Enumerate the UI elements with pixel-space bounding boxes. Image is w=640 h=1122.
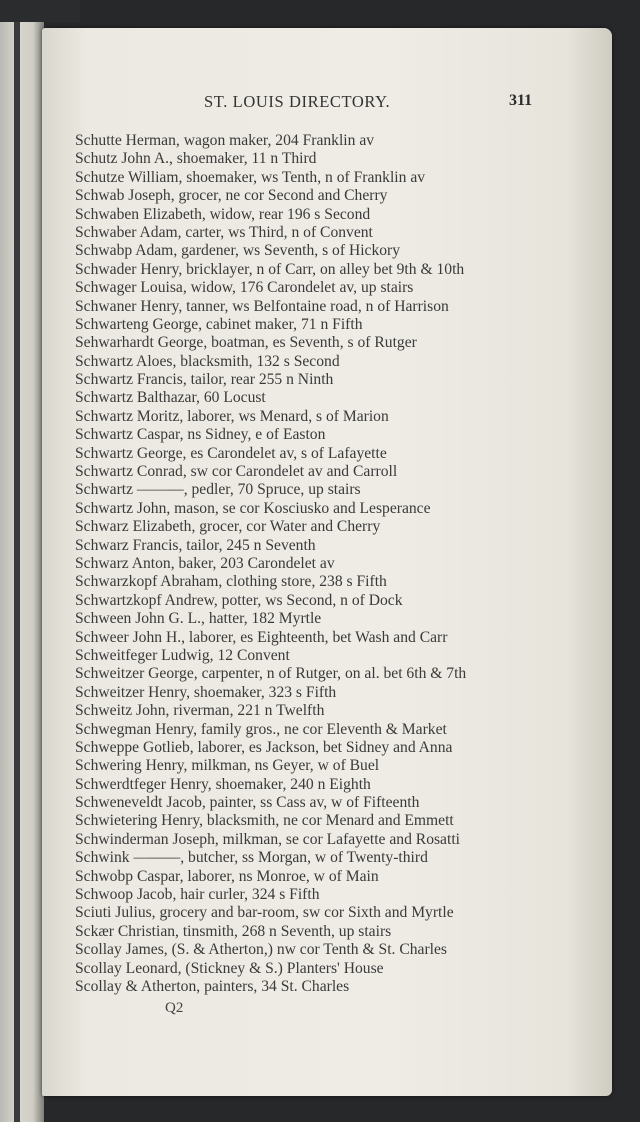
directory-entry: Schwabp Adam, gardener, ws Seventh, s of Hickory [75,242,401,260]
directory-page [42,28,612,1096]
directory-entry: Schwaner Henry, tanner, ws Belfontaine road, n of Harrison [75,297,449,315]
directory-entry: Schwab Joseph, grocer, ne cor Second and Cherry [75,187,388,205]
directory-entry: Schwarz Anton, baker, 203 Carondelet av [75,554,335,572]
directory-entry: Schweppe Gotlieb, laborer, es Jackson, bet Sidney and Anna [75,738,453,756]
directory-entry: Schweitzer Henry, shoemaker, 323 s Fifth [75,683,337,701]
directory-entry: Schwaben Elizabeth, widow, rear 196 s Second [75,205,371,223]
directory-entry: Schweitfeger Ludwig, 12 Convent [75,646,290,664]
page-title: ST. LOUIS DIRECTORY. [204,92,391,111]
directory-entry: Schwoop Jacob, hair curler, 324 s Fifth [75,886,320,904]
directory-entry: Scollay & Atherton, painters, 34 St. Charles [75,977,350,995]
directory-entry: Schwietering Henry, blacksmith, ne cor Menard and Emmett [75,812,454,830]
directory-entry: Schwader Henry, bricklayer, n of Carr, on alley bet 9th & 10th [75,260,465,278]
directory-entry: Schwarz Francis, tailor, 245 n Seventh [75,536,316,554]
directory-entry: Scollay James, (S. & Atherton,) nw cor Tenth & St. Charles [75,941,447,959]
book-binding [14,0,20,1122]
directory-entry: Schweneveldt Jacob, painter, ss Cass av, w of Fifteenth [75,794,420,812]
directory-entry: Schweer John H., laborer, es Eighteenth, bet Wash and Carr [75,628,448,646]
directory-entry: Schwager Louisa, widow, 176 Carondelet av, up stairs [75,279,414,297]
directory-entry: Schwartzkopf Andrew, potter, ws Second, n of Dock [75,591,403,609]
directory-entry: Schwobp Caspar, laborer, ns Monroe, w of Main [75,867,379,885]
adjacent-page-edge [0,0,44,1122]
directory-entry: Schwartz Moritz, laborer, ws Menard, s of Marion [75,407,389,425]
directory-entry: Schwarteng George, cabinet maker, 71 n Fifth [75,315,363,333]
directory-entry: Sckær Christian, tinsmith, 268 n Seventh, up stairs [75,922,392,940]
running-header [42,92,612,114]
directory-entry: Schwartz George, es Carondelet av, s of Lafayette [75,444,387,462]
directory-entry: Schwaber Adam, carter, ws Third, n of Convent [75,223,373,241]
directory-entry: Schutte Herman, wagon maker, 204 Franklin av [75,132,375,149]
directory-entry: Schwerdtfeger Henry, shoemaker, 240 n Eighth [75,775,371,793]
signature-mark: Q2 [165,1000,184,1016]
directory-entries [75,132,605,996]
directory-entry: Schwinderman Joseph, milkman, se cor Lafayette and Rosatti [75,830,460,848]
directory-entry: Schwegman Henry, family gros., ne cor Eleventh & Market [75,720,447,738]
directory-entry: Schweitzer George, carpenter, n of Rutger, on al. bet 6th & 7th [75,665,467,683]
directory-entry: Schwartz Francis, tailor, rear 255 n Ninth [75,371,334,389]
book-clip [0,0,80,22]
directory-entry: Schwartz Conrad, sw cor Carondelet av and Carroll [75,463,398,481]
directory-entry: Schwarz Elizabeth, grocer, cor Water and Cherry [75,518,381,536]
directory-entry: Schwartz Caspar, ns Sidney, e of Easton [75,426,326,444]
directory-entry: Scollay Leonard, (Stickney & S.) Planters' House [75,959,384,977]
directory-entry: Schutze William, shoemaker, ws Tenth, n of Franklin av [75,168,426,186]
directory-entry: Schwartz ———, pedler, 70 Spruce, up stairs [75,481,361,499]
directory-entry: Schwartz John, mason, se cor Kosciusko and Lesperance [75,499,431,517]
directory-entry: Schutz John A., shoemaker, 11 n Third [75,150,317,168]
directory-entry: Schwartz Balthazar, 60 Locust [75,389,266,407]
directory-entry: Schwink ———, butcher, ss Morgan, w of Twenty-third [75,849,428,867]
directory-entry: Schwartz Aloes, blacksmith, 132 s Second [75,352,340,370]
directory-entry: Schweitz John, riverman, 221 n Twelfth [75,702,325,720]
directory-entry: Schwering Henry, milkman, ns Geyer, w of Buel [75,757,380,775]
directory-entry: Schwarzkopf Abraham, clothing store, 238 s Fifth [75,573,387,591]
directory-entry: Schween John G. L., hatter, 182 Myrtle [75,610,322,628]
page-number: 311 [509,92,533,109]
directory-entry: Sciuti Julius, grocery and bar-room, sw cor Sixth and Myrtle [75,904,454,922]
directory-entry: Sehwarhardt George, boatman, es Seventh, s of Rutger [75,334,417,352]
